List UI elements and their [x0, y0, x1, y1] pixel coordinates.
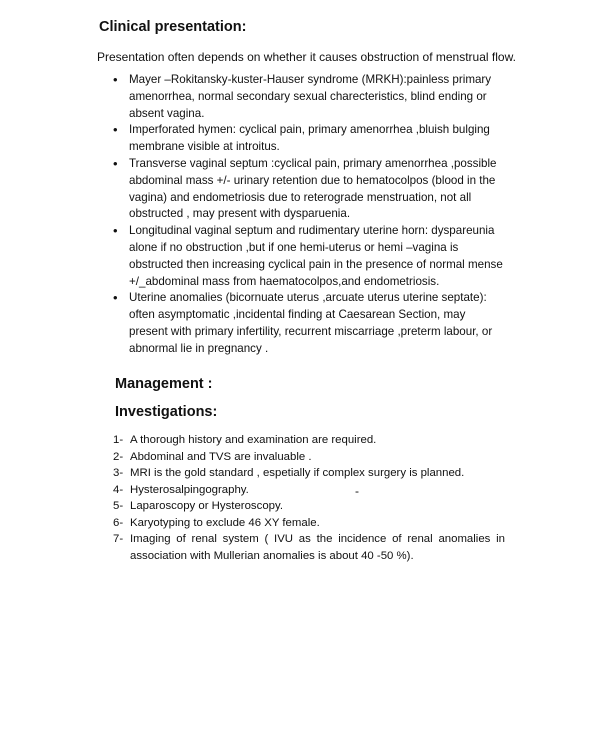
bullet-icon: •: [113, 290, 118, 306]
investigation-text: MRI is the gold standard , espetially if complex surgery is planned.: [130, 467, 465, 479]
bullet-text-longitudinal-septum: Longitudinal vaginal septum and rudimentary uterine horn: dyspareunia alone if no obstruction ,but if one hemi-uterus or hemi –vagina is obstructed then increasing cyclical pain in the presence of normal mense +/_abdominal mass from haematocolpos,and endometriosis.: [129, 224, 503, 288]
clinical-bullet-list: [113, 72, 505, 358]
list-number: 5-: [113, 500, 124, 512]
investigation-text: Abdominal and TVS are invaluable .: [130, 450, 312, 463]
list-number: 1-: [113, 434, 124, 446]
list-item: [113, 72, 505, 122]
list-item: [113, 156, 505, 223]
investigations-heading: Investigations:: [115, 404, 218, 420]
clinical-presentation-heading: Clinical presentation:: [99, 19, 247, 35]
list-number: 3-: [113, 467, 124, 479]
list-item: [113, 223, 505, 290]
clinical-intro-text: Presentation often depends on whether it causes obstruction of menstrual flow.: [97, 50, 516, 64]
investigation-text: Laparoscopy or Hysteroscopy.: [130, 500, 283, 512]
list-item: [113, 531, 505, 564]
list-item: [113, 465, 505, 482]
list-item: [113, 122, 505, 156]
investigation-text: Hysterosalpingography.: [130, 483, 249, 496]
list-item: [113, 432, 505, 449]
bullet-text-uterine-anomalies: Uterine anomalies (bicornuate uterus ,arcuate uterus uterine septate): often asymptomatic ,incidental finding at Caesarean Section, may present with primary infertility, recurrent miscarriage ,preterm labour, or abnormal lie in pregnancy .: [129, 291, 493, 355]
bullet-text-transverse-septum: Transverse vaginal septum :cyclical pain, primary amenorrhea ,possible abdominal mass +/- urinary retention due to hematocolpos (blood in the vagina) and endometriosis due to reterograde menstruation, not all obstructed , may present with dysparuenia.: [129, 156, 497, 221]
bullet-text-mrkh: Mayer –Rokitansky-kuster-Hauser syndrome (MRKH):painless primary amenorrhea, normal secondary sexual charecteristics, blind ending or absent vagina.: [129, 73, 492, 120]
investigation-text: Karyotyping to exclude 46 XY female.: [130, 516, 320, 529]
investigations-list: [113, 432, 505, 564]
list-item: [113, 498, 505, 515]
bullet-icon: •: [113, 155, 118, 171]
investigation-text: A thorough history and examination are required.: [130, 434, 377, 446]
list-item: [113, 449, 505, 466]
bullet-text-imperforate-hymen: Imperforated hymen: cyclical pain, primary amenorrhea ,bluish bulging membrane visible at introitus.: [129, 123, 490, 154]
list-number: 4-: [113, 483, 124, 496]
list-number: 6-: [113, 516, 124, 529]
management-heading: Management :: [115, 376, 213, 392]
list-item: [113, 482, 505, 499]
list-item: [113, 290, 505, 357]
bullet-icon: •: [113, 122, 118, 138]
list-number: 2-: [113, 450, 124, 463]
list-number: 7-: [113, 533, 124, 545]
stray-mark: -: [355, 484, 359, 498]
investigation-text: Imaging of renal system ( IVU as the incidence of renal anomalies in association with Mullerian anomalies is about 40 -50 %).: [130, 533, 505, 562]
list-item: [113, 515, 505, 532]
bullet-icon: •: [113, 72, 118, 87]
bullet-icon: •: [113, 223, 118, 239]
